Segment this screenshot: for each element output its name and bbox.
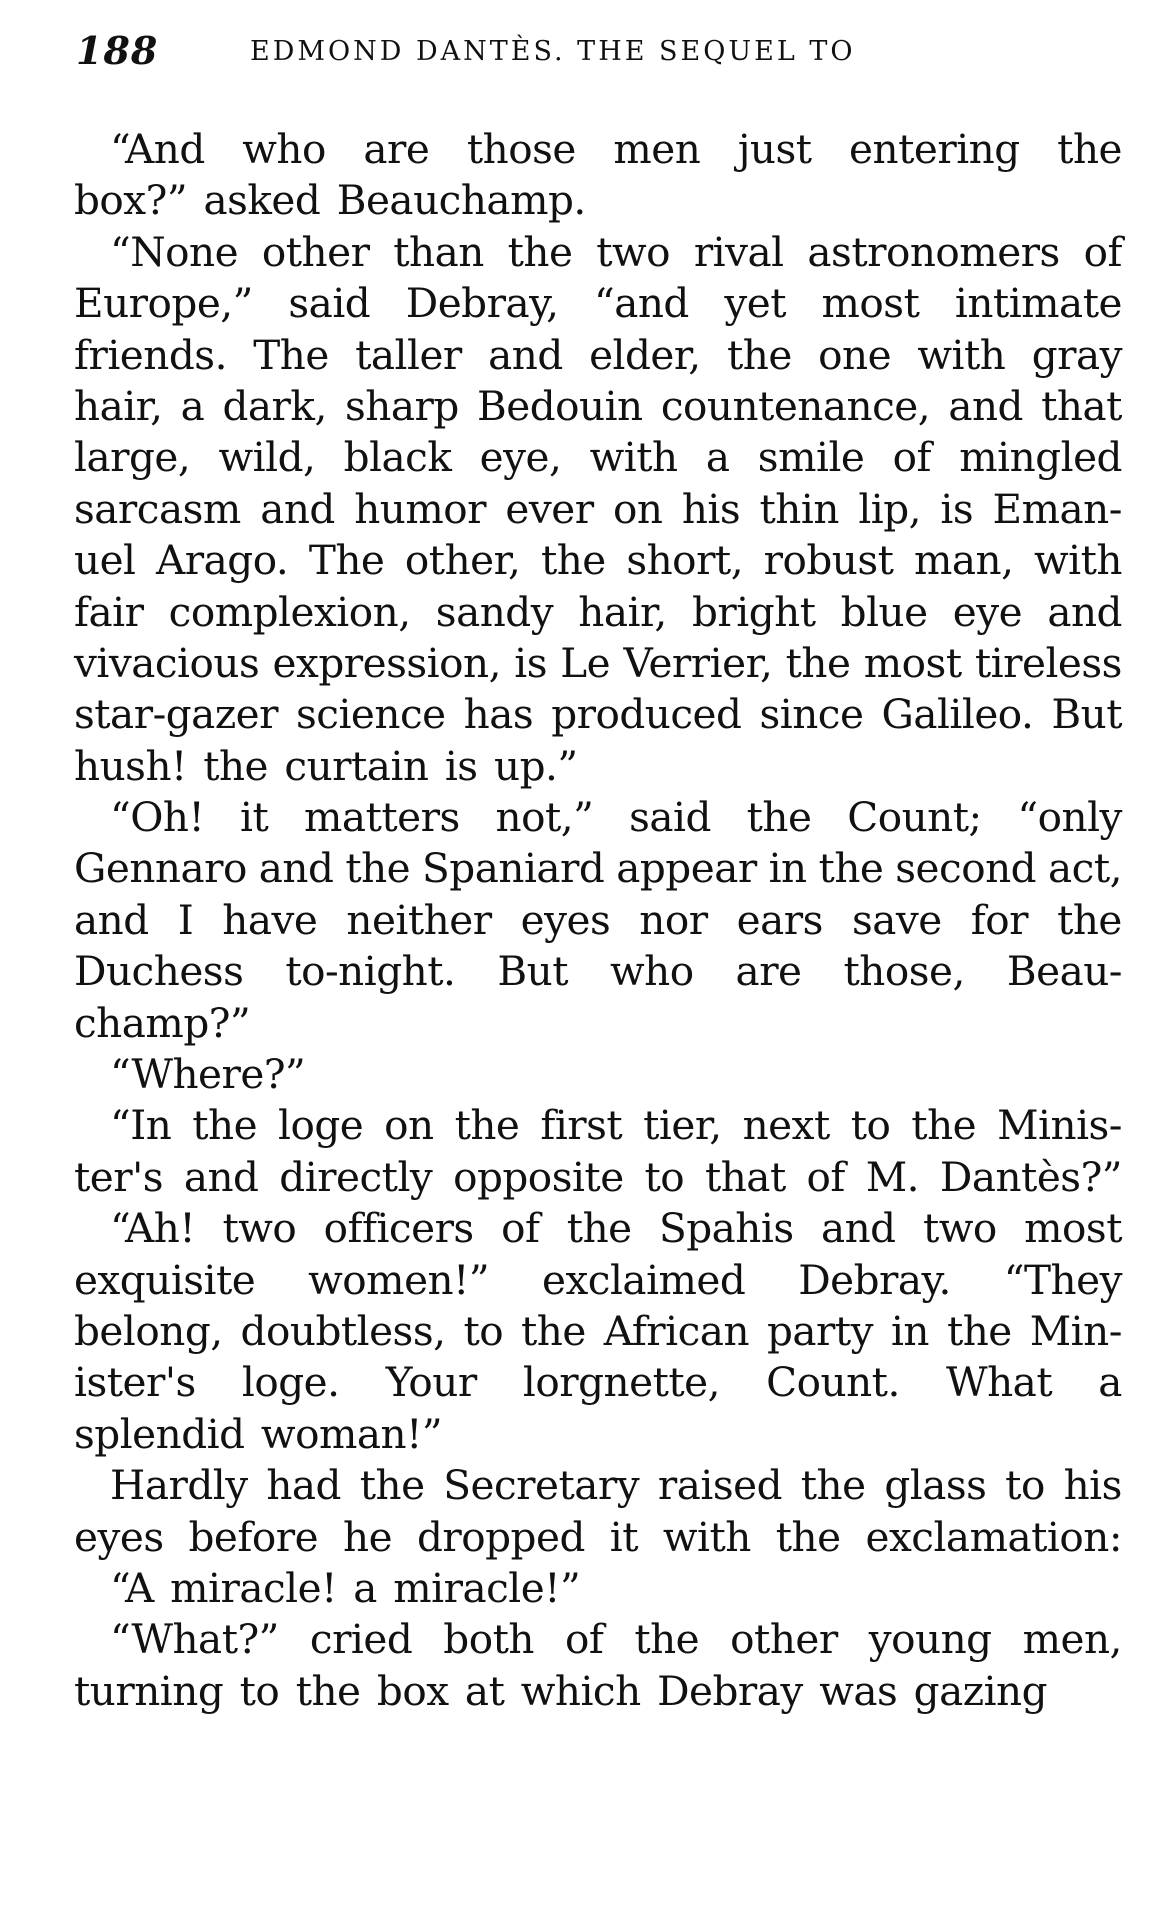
word: Arago. (156, 536, 289, 585)
word: countenance, (660, 381, 931, 430)
word: the (507, 227, 573, 276)
word: eye (952, 587, 1023, 636)
word: Secretary (443, 1461, 640, 1510)
word: up.” (493, 741, 578, 790)
text-line (74, 124, 1122, 175)
word: and (820, 1204, 896, 1253)
word: the (746, 793, 812, 842)
word: men, (1022, 1615, 1122, 1664)
word: sarcasm (74, 484, 241, 533)
text-line (74, 1666, 1122, 1717)
text-line (74, 843, 1122, 894)
text-line (74, 1409, 1122, 1460)
word: with (589, 433, 678, 482)
word: and (74, 895, 149, 944)
word: officers (323, 1204, 474, 1253)
word: directly (279, 1152, 433, 1201)
word: the (454, 1101, 520, 1150)
word: a (180, 381, 205, 430)
word: his (681, 484, 741, 533)
word: appear (616, 844, 757, 893)
word: and (183, 1152, 259, 1201)
word: with (1034, 536, 1122, 585)
word: “only (1017, 793, 1122, 842)
word: of (892, 433, 931, 482)
word: Spaniard (422, 844, 605, 893)
text-line (74, 1614, 1122, 1665)
word: are (363, 125, 430, 173)
word: “and (593, 279, 689, 328)
text-line (74, 741, 1122, 792)
word: it (609, 1512, 638, 1561)
word: doubtless, (240, 1306, 446, 1355)
word: robust (763, 536, 894, 585)
word: that (1041, 381, 1122, 430)
text-line (74, 1203, 1122, 1254)
word: Beauchamp. (336, 176, 586, 225)
text-line (74, 998, 1122, 1049)
word: blue (840, 587, 928, 636)
word: Min- (1029, 1306, 1122, 1355)
word: African (603, 1306, 750, 1355)
word: the (295, 1666, 377, 1715)
word: before (188, 1512, 319, 1561)
word: complexion, (168, 587, 411, 636)
word: exclaimed (541, 1255, 746, 1304)
word: neither (346, 895, 492, 944)
word: nor (639, 895, 708, 944)
word: But (497, 947, 568, 996)
word: But (1051, 690, 1122, 739)
word: large, (74, 433, 191, 482)
word: which (520, 1666, 658, 1715)
word: mingled (959, 433, 1122, 482)
page-body (74, 124, 1122, 1717)
word: other, (404, 536, 521, 585)
word: those, (843, 947, 965, 996)
word: the (345, 844, 411, 893)
running-head: EDMOND DANTÈS. THE SEQUEL TO (250, 36, 856, 67)
word: bright (691, 587, 816, 636)
text-line (74, 689, 1122, 740)
text-line (74, 792, 1122, 843)
word: second (895, 844, 1037, 893)
word: at (464, 1666, 521, 1715)
word: the (727, 330, 792, 379)
word: those (466, 125, 576, 173)
word: a (353, 1563, 394, 1612)
word: dropped (416, 1512, 585, 1561)
word: Debray. (798, 1255, 951, 1304)
word: most (1024, 1204, 1122, 1253)
text-line (74, 381, 1122, 432)
text-line (74, 1100, 1122, 1151)
text-line (74, 175, 1122, 226)
word: turning (74, 1666, 240, 1715)
word: have (222, 895, 318, 944)
text-line (74, 227, 1122, 278)
word: Beau- (1006, 947, 1122, 996)
word: to-night. (285, 947, 456, 996)
word: eye, (479, 433, 562, 482)
word: and (1047, 587, 1122, 636)
word: than (393, 227, 484, 276)
word: to (644, 1152, 685, 1201)
word: Europe,” (74, 279, 253, 328)
word: splendid (74, 1409, 261, 1458)
word: lorgnette, (522, 1358, 720, 1407)
word: two (596, 227, 671, 276)
word: asked (203, 176, 337, 225)
word: of (1083, 227, 1122, 276)
word: with (662, 1512, 751, 1561)
word: to (1005, 1461, 1045, 1510)
word: Debray (657, 1666, 820, 1715)
word: M. (865, 1152, 920, 1201)
word: a (1098, 1358, 1122, 1407)
page-number: 188 (76, 28, 159, 73)
word: two (222, 1204, 297, 1253)
word: “Where?” (110, 1050, 306, 1099)
word: box (376, 1666, 465, 1715)
word: the (800, 1461, 866, 1510)
word: just (737, 125, 812, 173)
word: uel (74, 536, 136, 585)
text-line (74, 946, 1122, 997)
word: not,” (495, 793, 594, 842)
word: “In (110, 1101, 172, 1150)
word: produced (551, 690, 742, 739)
word: to (463, 1306, 504, 1355)
word: gray (1031, 330, 1122, 379)
word: said (629, 793, 711, 842)
word: ears (736, 895, 823, 944)
word: expression, (272, 638, 501, 687)
word: Count; (847, 793, 982, 842)
word: Eman- (992, 484, 1122, 533)
word: to (239, 1666, 296, 1715)
word: fair (74, 587, 144, 636)
word: opposite (453, 1152, 624, 1201)
text-line (74, 638, 1122, 689)
word: is (444, 741, 494, 790)
word: Your (385, 1358, 477, 1407)
word: since (759, 690, 864, 739)
word: “A (110, 1563, 171, 1612)
word: young (868, 1615, 992, 1664)
word: in (890, 1306, 930, 1355)
word: “Ah! (110, 1204, 196, 1253)
text-line (74, 895, 1122, 946)
word: that (704, 1152, 786, 1201)
word: in (768, 844, 807, 893)
word: “And (110, 125, 205, 173)
text-line (74, 1152, 1122, 1203)
word: black (343, 433, 452, 482)
word: two (922, 1204, 997, 1253)
word: miracle! (170, 1563, 354, 1612)
word: the (540, 536, 606, 585)
word: the (566, 1204, 632, 1253)
word: Dantès?” (939, 1152, 1122, 1201)
word: glass (884, 1461, 987, 1510)
word: elder, (589, 330, 701, 379)
word: yet (724, 279, 786, 328)
word: champ?” (74, 998, 251, 1047)
word: said (288, 279, 371, 328)
word: Verrier, (623, 638, 773, 687)
word: the (1057, 125, 1122, 173)
word: exquisite (74, 1255, 256, 1304)
text-line (74, 1563, 1122, 1614)
word: cried (309, 1615, 413, 1664)
word: thin (759, 484, 839, 533)
text-line (74, 1512, 1122, 1563)
word: is (940, 484, 974, 533)
word: box?” (74, 176, 204, 225)
word: “They (1003, 1255, 1122, 1304)
word: and (948, 381, 1023, 430)
word: a (705, 433, 730, 482)
word: the (1057, 895, 1122, 944)
text-line (74, 535, 1122, 586)
word: to (850, 1101, 891, 1150)
text-line (74, 1255, 1122, 1306)
text-line (74, 1460, 1122, 1511)
word: The (308, 536, 385, 585)
word: Bedouin (476, 381, 643, 430)
word: of (564, 1615, 604, 1664)
word: men (613, 125, 701, 173)
page-header (76, 28, 1126, 76)
word: sandy (435, 587, 554, 636)
word: the (203, 741, 285, 790)
word: the (634, 1615, 700, 1664)
word: tier, (643, 1101, 722, 1150)
word: the (911, 1101, 977, 1150)
word: vivacious (74, 638, 260, 687)
word: Spahis (658, 1204, 794, 1253)
word: his (1063, 1461, 1122, 1510)
word: rival (693, 227, 784, 276)
word: science (296, 690, 446, 739)
word: and (258, 844, 334, 893)
word: the (359, 1461, 425, 1510)
word: humor (354, 484, 487, 533)
text-line (74, 1306, 1122, 1357)
text-line (74, 1357, 1122, 1408)
word: Duchess (74, 947, 244, 996)
word: the (775, 1512, 841, 1561)
word: matters (304, 793, 460, 842)
word: both (443, 1615, 534, 1664)
word: hush! (74, 741, 204, 790)
word: ister's (74, 1358, 196, 1407)
word: save (851, 895, 942, 944)
word: ever (505, 484, 594, 533)
word: of (501, 1204, 540, 1253)
word: entering (849, 125, 1020, 173)
word: it (240, 793, 269, 842)
word: tireless (974, 638, 1122, 687)
text-line (74, 278, 1122, 329)
word: other (261, 227, 370, 276)
word: friends. (74, 330, 227, 379)
word: the (521, 1306, 586, 1355)
word: on (612, 484, 663, 533)
word: I (177, 895, 194, 944)
word: and (260, 484, 335, 533)
word: “Oh! (110, 793, 205, 842)
word: “What?” (110, 1615, 279, 1664)
word: other (730, 1615, 838, 1664)
word: gazing (913, 1666, 1048, 1715)
word: The (253, 330, 329, 379)
word: wild, (218, 433, 316, 482)
word: first (540, 1101, 623, 1150)
word: is (514, 638, 547, 687)
word: most (821, 279, 920, 328)
word: eyes (74, 1512, 164, 1561)
word: astronomers (807, 227, 1060, 276)
word: sharp (345, 381, 459, 430)
word: Count. (766, 1358, 900, 1407)
word: the (785, 638, 851, 687)
word: star-gazer (74, 690, 278, 739)
word: has (463, 690, 534, 739)
word: What (945, 1358, 1053, 1407)
word: most (863, 638, 962, 687)
text-line (74, 587, 1122, 638)
word: hair, (74, 381, 163, 430)
word: miracle!” (393, 1563, 581, 1612)
word: loge (278, 1101, 364, 1150)
word: party (766, 1306, 874, 1355)
word: exclamation: (865, 1512, 1122, 1561)
word: Debray, (405, 279, 559, 328)
word: he (343, 1512, 393, 1561)
word: ter's (74, 1152, 164, 1201)
word: next (742, 1101, 830, 1150)
word: had (266, 1461, 341, 1510)
word: act, (1047, 844, 1122, 893)
word: lip, (858, 484, 922, 533)
word: on (384, 1101, 434, 1150)
word: and (488, 330, 563, 379)
word: who (242, 125, 326, 173)
word: hair, (578, 587, 667, 636)
word: Minis- (997, 1101, 1122, 1150)
word: one (818, 330, 892, 379)
word: Hardly (110, 1461, 248, 1510)
word: the (192, 1101, 258, 1150)
word: curtain (284, 741, 445, 790)
text-line (74, 330, 1122, 381)
word: are (735, 947, 802, 996)
word: was (819, 1666, 914, 1715)
word: with (917, 330, 1006, 379)
word: for (970, 895, 1029, 944)
text-line (74, 1049, 1122, 1100)
word: smile (757, 433, 865, 482)
word: raised (657, 1461, 783, 1510)
word: the (818, 844, 884, 893)
word: of (806, 1152, 845, 1201)
word: dark, (222, 381, 327, 430)
word: “None (110, 227, 239, 276)
text-line (74, 484, 1122, 535)
word: the (946, 1306, 1012, 1355)
word: who (609, 947, 694, 996)
word: women!” (308, 1255, 490, 1304)
word: short, (626, 536, 744, 585)
word: woman!” (260, 1409, 443, 1458)
word: loge. (241, 1358, 340, 1407)
word: taller (355, 330, 462, 379)
word: intimate (954, 279, 1122, 328)
word: Galileo. (881, 690, 1034, 739)
word: eyes (520, 895, 611, 944)
word: man, (913, 536, 1014, 585)
word: belong, (74, 1306, 223, 1355)
word: Gennaro (74, 844, 247, 893)
word: Le (560, 638, 611, 687)
text-line (74, 432, 1122, 483)
